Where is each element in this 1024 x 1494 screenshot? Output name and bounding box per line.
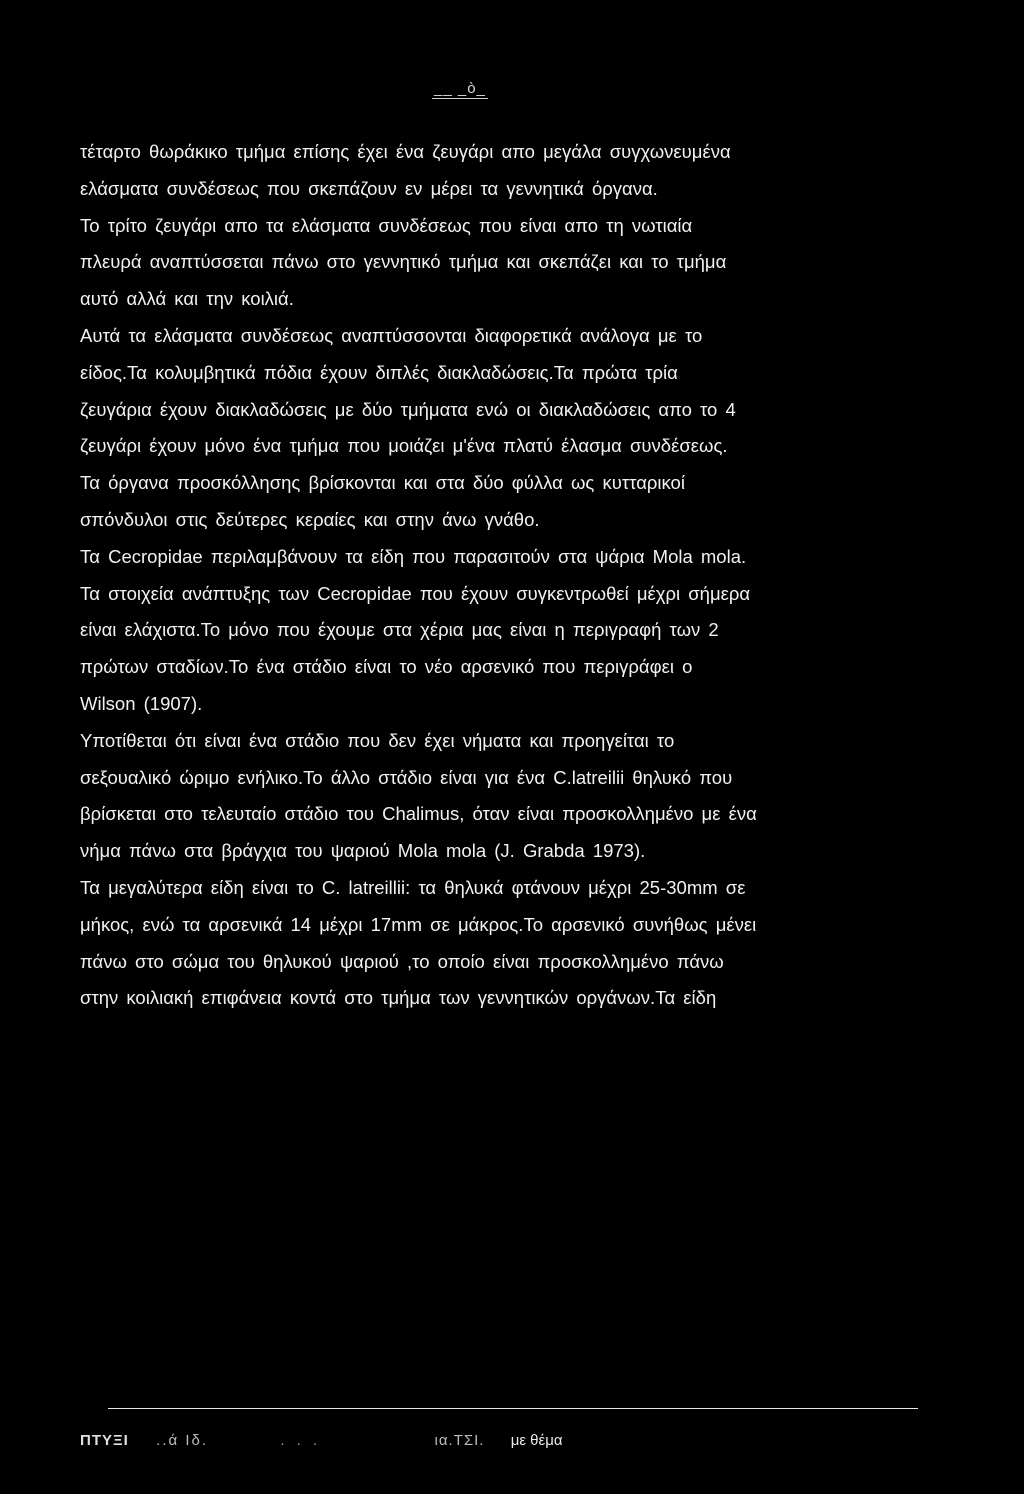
text-line-15: πρώτων σταδίων.Το ένα στάδιο είναι το νέο αρσενικό που περιγράφει ο <box>80 656 693 678</box>
text-line-24: στην κοιλιακή επιφάνεια κοντά στο τμήμα των γεννητικών οργάνων.Τα είδη <box>80 987 717 1009</box>
footer-fragment-3: . . . <box>280 1432 322 1449</box>
document-body <box>80 134 960 1017</box>
text-line-14: είναι ελάχιστα.Το μόνο που έχουμε στα χέρια μας είναι η περιγραφή των 2 <box>80 619 719 641</box>
footer-divider <box>108 1408 918 1409</box>
text-line-9: ζευγάρι έχουν μόνο ένα τμήμα που μοιάζει μ'ένα πλατύ έλασμα συνδέσεως. <box>80 435 728 457</box>
text-line-18: σεξουαλικό ώριμο ενήλικο.Το άλλο στάδιο είναι για ένα C.latreilii θηλυκό που <box>80 766 733 788</box>
footer-fragment-1: ΠΤΥΞΙ <box>80 1432 129 1449</box>
text-line-22: μήκος, ενώ τα αρσενικά 14 μέχρι 17mm σε μάκρος.Το αρσενικό συνήθως μένει <box>80 913 757 935</box>
page-header-mark: __ _ò_ <box>434 80 486 97</box>
text-line-4: πλευρά αναπτύσσεται πάνω στο γεννητικό τμήμα και σκεπάζει και το τμήμα <box>80 251 727 273</box>
text-line-13: Τα στοιχεία ανάπτυξης των Cecropidae που έχουν συγκεντρωθεί μέχρι σήμερα <box>80 582 751 604</box>
text-line-7: είδος.Τα κολυμβητικά πόδια έχουν διπλές διακλαδώσεις.Τα πρώτα τρία <box>80 361 678 383</box>
text-line-11: σπόνδυλοι στις δεύτερες κεραίες και στην άνω γνάθο. <box>80 508 540 530</box>
text-line-23: πάνω στο σώμα του θηλυκού ψαριού ,το οποίο είναι προσκολλημένο πάνω <box>80 950 724 972</box>
footer-fragment-4: ια.ΤΣΙ. <box>434 1432 485 1449</box>
text-line-20: νήμα πάνω στα βράγχια του ψαριού Mola mola (J. Grabda 1973). <box>80 840 646 862</box>
text-line-21: Τα μεγαλύτερα είδη είναι το C. latreillii: τα θηλυκά φτάνουν μέχρι 25-30mm σε <box>80 876 746 898</box>
text-line-10: Τα όργανα προσκόλλησης βρίσκονται και στα δύο φύλλα ως κυτταρικοί <box>80 472 685 494</box>
text-line-1: τέταρτο θωράκικο τμήμα επίσης έχει ένα ζευγάρι απο μεγάλα συγχωνευμένα <box>80 141 731 162</box>
text-line-19: βρίσκεται στο τελευταίο στάδιο του Chalimus, όταν είναι προσκολλημένο με ένα <box>80 803 757 825</box>
text-line-5: αυτό αλλά και την κοιλιά. <box>80 288 294 310</box>
text-line-2: ελάσματα συνδέσεως που σκεπάζουν εν μέρει τα γεννητικά όργανα. <box>80 177 658 199</box>
text-line-3: Το τρίτο ζευγάρι απο τα ελάσματα συνδέσεως που είναι απο τη νωτιαία <box>80 214 693 236</box>
text-line-12: Τα Cecropidae περιλαμβάνουν τα είδη που παρασιτούν στα ψάρια Mola mola. <box>80 545 747 567</box>
text-line-17: Υποτίθεται ότι είναι ένα στάδιο που δεν έχει νήματα και προηγείται το <box>80 729 675 751</box>
footer-fragment-2: ..ά Ιδ. <box>156 1432 209 1449</box>
footer-fragment-5: με θέμα <box>510 1432 563 1449</box>
text-line-8: ζευγάρια έχουν διακλαδώσεις με δύο τμήματα ενώ οι διακλαδώσεις απο το 4 <box>80 398 736 420</box>
page-footer <box>80 1432 980 1449</box>
text-line-6: Αυτά τα ελάσματα συνδέσεως αναπτύσσονται διαφορετικά ανάλογα με το <box>80 324 703 346</box>
text-line-16: Wilson (1907). <box>80 692 203 714</box>
